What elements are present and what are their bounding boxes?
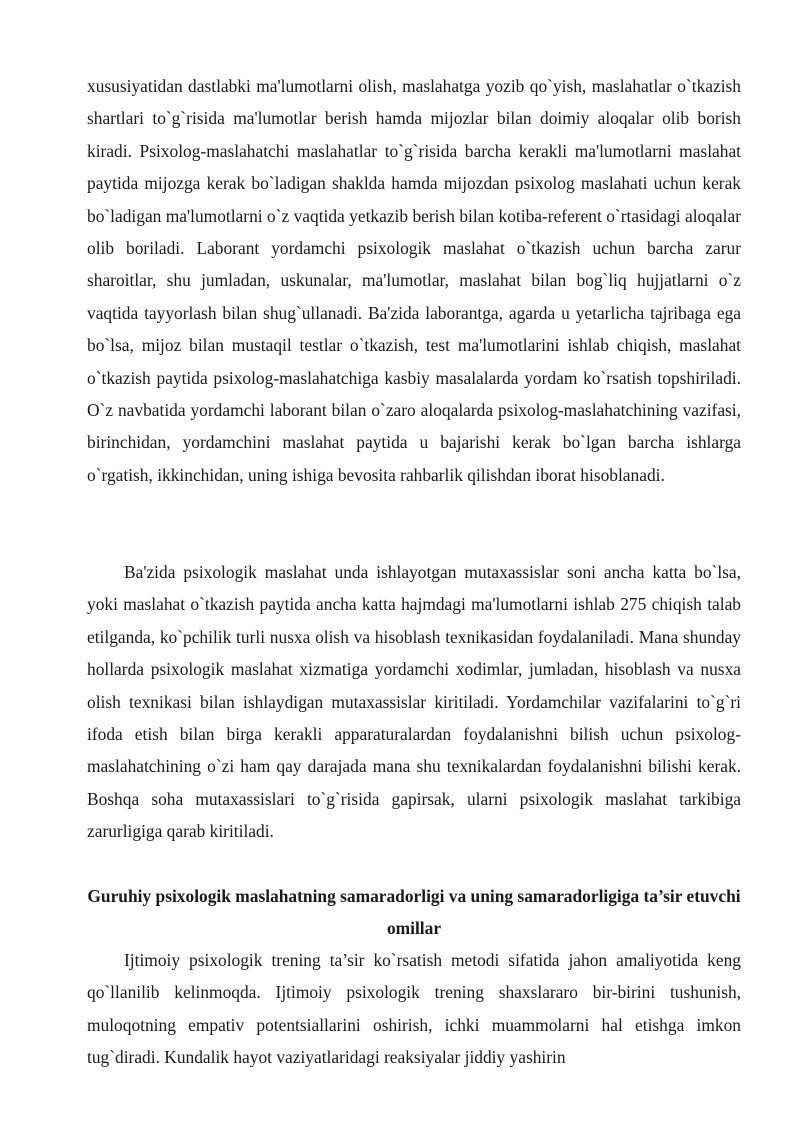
body-paragraph-3 [87, 944, 741, 1074]
body-paragraph-2 [87, 556, 741, 848]
section-heading [87, 880, 741, 945]
paragraph-text-3: Ijtimoiy psixologik trening ta’sir ko`rsatish metodi sifatida jahon amaliyotida keng qo`llanilib kelinmoqda. Ijtimoiy psixologik trening shaxslararo bir-birini tushunish, muloqotning empativ potentsiallarini oshirish, ichki muammolarni hal etishga imkon tug`diradi. Kundalik hayot vaziyatlaridagi reaksiyalar jiddiy yashirin [87, 950, 741, 1068]
paragraph-text-1: xususiyatidan dastlabki ma'lumotlarni olish, maslahatga yozib qo`yish, maslahatlar o`tkazish shartlari to`g`risida ma'lumotlar berish hamda mijozlar bilan doimiy aloqalar olib borish kiradi. Psixolog-maslahatchi maslahatlar to`g`risida barcha kerakli ma'lumotlarni maslahat paytida mijozga kerak bo`ladigan shaklda hamda mijozdan psixolog maslahati uchun kerak bo`ladigan ma'lumotlarni o`z vaqtida yetkazib berish bilan kotiba-referent o`rtasidagi aloqalar olib boriladi. Laborant yordamchi psixologik maslahat o`tkazish uchun barcha zarur sharoitlar, shu jumladan, uskunalar, ma'lumotlar, maslahat bilan bog`liq hujjatlarni o`z vaqtida tayyorlash bilan shug`ullanadi. Ba'zida laborantga, agarda u yetarlicha tajribaga ega bo`lsa, mijoz bilan mustaqil testlar o`tkazish, test ma'lumotlarini ishlab chiqish, maslahat o`tkazish paytida psixolog-maslahatchiga kasbiy masalalarda yordam ko`rsatish topshiriladi. O`z navbatida yordamchi laborant bilan o`zaro aloqalarda psixolog-maslahatchining vazifasi, birinchidan, yordamchini maslahat paytida u bajarishi kerak bo`lgan barcha ishlarga o`rgatish, ikkinchidan, uning ishiga bevosita rahbarlik qilishdan iborat hisoblanadi. [87, 76, 741, 485]
body-paragraph-1 [87, 70, 741, 491]
paragraph-text-2: Ba'zida psixologik maslahat unda ishlayotgan mutaxassislar soni ancha katta bo`lsa, yoki maslahat o`tkazish paytida ancha katta hajmdagi ma'lumotlarni ishlab 275 chiqish talab etilganda, ko`pchilik turli nusxa olish va hisoblash texnikasidan foydalaniladi. Mana shunday hollarda psixologik maslahat xizmatiga yordamchi xodimlar, jumladan, hisoblash va nusxa olish texnikasi bilan ishlaydigan mutaxassislar kiritiladi. Yordamchilar vazifalarini to`g`ri ifoda etish bilan birga kerakli apparaturalardan foydalanishni bilish uchun psixolog-maslahatchining o`zi ham qay darajada mana shu texnikalardan foydalanishni bilishi kerak. Boshqa soha mutaxassislari to`g`risida gapirsak, ularni psixologik maslahat tarkibiga zarurligiga qarab kiritiladi. [87, 562, 741, 842]
section-heading-text: Guruhiy psixologik maslahatning samaradorligi va uning samaradorligiga ta’sir etuvchi omillar [87, 886, 741, 939]
